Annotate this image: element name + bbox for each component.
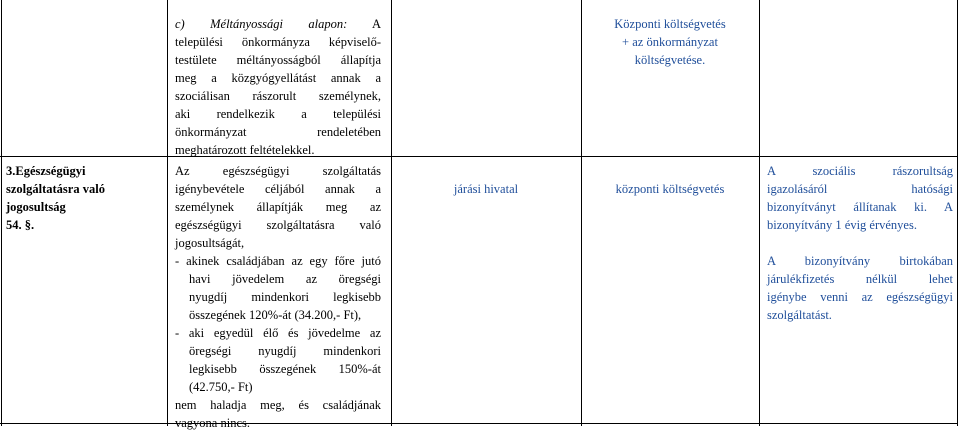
text-line: járási hivatal <box>453 182 519 196</box>
text-line: járulékfizetés nélkül lehet <box>767 272 953 286</box>
text-line: Az egészségügyi szolgáltatás <box>175 164 381 178</box>
text-line: vagyona nincs. <box>175 416 250 430</box>
text-line: + az önkormányzat <box>622 35 718 49</box>
top-col2-text <box>175 15 381 159</box>
text-line: települési önkormányza képviselő- <box>175 35 381 49</box>
top-col4-text <box>585 15 755 69</box>
text-line: igazolásáról hatósági <box>767 182 953 196</box>
table-border-col2 <box>391 0 392 426</box>
text-line: bizonyítványt állítanak ki. A <box>767 200 953 214</box>
list-item-line: - aki egyedül élő és jövedelme az <box>175 326 381 340</box>
text-line: A bizonyítvány birtokában <box>767 254 953 268</box>
text-line: nem haladja meg, és családjának <box>175 398 381 412</box>
list-item-line: (42.750,- Ft) <box>189 380 253 394</box>
text-line: bizonyítvány 1 évig érvényes. <box>767 218 917 232</box>
text-line: szociálisan rászorult személynek, <box>175 89 381 103</box>
row-divider <box>0 156 958 157</box>
top-col2-first-line <box>175 15 381 33</box>
text-line: 54. §. <box>6 218 35 232</box>
text-line: igénybe venni az egészségügyi <box>767 290 953 304</box>
text-line: önkormányzat rendeletében <box>175 125 381 139</box>
text-line: jogosultság <box>6 200 66 214</box>
main-col2-text <box>175 162 381 432</box>
list-item-line: havi jövedelem az öregségi <box>189 272 381 286</box>
text-line: aki rendelkezik a települési <box>175 107 381 121</box>
list-item-line: legkisebb összegének 150%-át <box>189 362 381 376</box>
text-line: jogosultságát, <box>175 236 245 250</box>
text-line: A szociális rászorultság <box>767 164 953 178</box>
main-col5-text <box>767 162 953 324</box>
main-col1-title <box>6 162 164 234</box>
item-tail: A <box>372 17 382 31</box>
main-col4-text <box>585 180 755 198</box>
text-line: költségvetése. <box>634 53 706 67</box>
text-line: személynek állapítják meg az <box>175 200 381 214</box>
spacer <box>767 234 953 252</box>
text-line: meg a közgyógyellátást annak a <box>175 71 381 85</box>
list-item-line: - akinek családjában az egy főre jutó <box>175 254 381 268</box>
item-heading: Méltányossági alapon: <box>210 17 348 31</box>
text-line: meghatározott feltételekkel. <box>175 143 315 157</box>
item-label: c) <box>175 17 185 31</box>
text-line: Központi költségvetés <box>614 17 726 31</box>
text-line: szolgáltatást. <box>767 308 832 322</box>
table-border-bottom <box>0 423 958 424</box>
table-border-left <box>1 0 2 426</box>
table-border-col3 <box>581 0 582 426</box>
text-line: testülete méltányosságból állapítja <box>175 53 381 67</box>
table-border-col1 <box>167 0 168 426</box>
text-line: igénybevétele céljából annak a <box>175 182 381 196</box>
text-line: egészségügyi szolgáltatásra való <box>175 218 381 232</box>
list-item-line: öregségi nyugdíj mindenkori <box>189 344 381 358</box>
list-item-line: nyugdíj mindenkori legkisebb <box>189 290 381 304</box>
main-col3-text <box>395 180 577 198</box>
table-border-col4 <box>759 0 760 426</box>
text-line: szolgáltatásra való <box>6 182 105 196</box>
table-border-right <box>957 0 958 426</box>
list-item-line: összegének 120%-át (34.200,- Ft), <box>189 308 362 322</box>
text-line: központi költségvetés <box>615 182 725 196</box>
text-line: 3.Egészségügyi <box>6 164 86 178</box>
